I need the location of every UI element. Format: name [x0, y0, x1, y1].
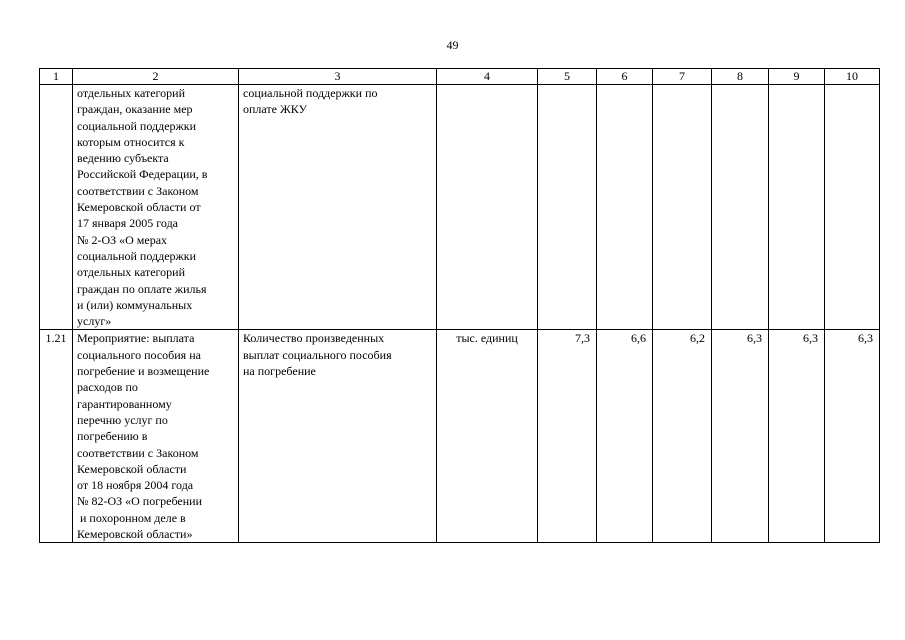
name-line: Кемеровской области	[77, 461, 187, 476]
column-header: 5	[538, 69, 597, 85]
column-header: 10	[825, 69, 880, 85]
page-number: 49	[446, 38, 459, 52]
indicator-line: на погребение	[243, 364, 316, 379]
name-line: от 18 ноября 2004 года	[77, 478, 194, 493]
value-cell: 6,3	[712, 330, 769, 543]
column-header: 7	[653, 69, 712, 85]
table-header-row	[40, 69, 880, 85]
name-cell	[73, 85, 239, 330]
name-line: граждан, оказание мер	[77, 102, 193, 117]
value-cell: 6,3	[769, 330, 825, 543]
column-header: 3	[239, 69, 437, 85]
name-line: и (или) коммунальных	[77, 297, 193, 312]
name-line: соответствии с Законом	[77, 445, 199, 460]
indicator-line: Количество произведенных	[243, 331, 385, 346]
value-cell: 6,6	[597, 330, 653, 543]
indicator-cell	[239, 330, 437, 543]
name-line: № 2-ОЗ «О мерах	[77, 232, 168, 247]
name-line: социальной поддержки	[77, 248, 197, 263]
value-cell	[653, 85, 712, 330]
name-line: 17 января 2005 года	[77, 216, 179, 231]
column-header: 8	[712, 69, 769, 85]
column-header: 2	[73, 69, 239, 85]
name-line: Кемеровской области»	[77, 527, 193, 542]
name-line: ведению субъекта	[77, 151, 169, 166]
column-header: 1	[40, 69, 73, 85]
value-cell	[769, 85, 825, 330]
unit-cell	[437, 85, 538, 330]
data-table	[39, 68, 880, 543]
name-line: соответствии с Законом	[77, 183, 199, 198]
name-line: гарантированному	[77, 396, 172, 411]
column-header: 4	[437, 69, 538, 85]
name-line: отдельных категорий	[77, 265, 186, 280]
name-cell	[73, 330, 239, 543]
value-cell	[712, 85, 769, 330]
name-line: № 82-ОЗ «О погребении	[77, 494, 202, 509]
name-line: перечню услуг по	[77, 412, 168, 427]
name-line: Российской Федерации, в	[77, 167, 208, 182]
value-cell: 6,2	[653, 330, 712, 543]
name-line: граждан по оплате жилья	[77, 281, 207, 296]
column-header: 6	[597, 69, 653, 85]
table-row	[40, 85, 880, 330]
name-line: и похоронном деле в	[77, 510, 186, 525]
column-header: 9	[769, 69, 825, 85]
row-number-cell: 1.21	[40, 330, 73, 543]
table-row	[40, 330, 880, 543]
indicator-line: выплат социального пособия	[243, 347, 392, 362]
name-line: услуг»	[77, 314, 112, 329]
value-cell	[597, 85, 653, 330]
value-cell: 7,3	[538, 330, 597, 543]
indicator-line: оплате ЖКУ	[243, 102, 308, 117]
unit-cell: тыс. единиц	[437, 330, 538, 543]
value-cell: 6,3	[825, 330, 880, 543]
name-line: которым относится к	[77, 134, 185, 149]
row-number-cell	[40, 85, 73, 330]
name-line: социального пособия на	[77, 347, 201, 362]
name-line: погребение и возмещение	[77, 364, 210, 379]
name-line: Кемеровской области от	[77, 200, 201, 215]
name-line: социальной поддержки	[77, 118, 197, 133]
value-cell	[825, 85, 880, 330]
indicator-cell	[239, 85, 437, 330]
indicator-line: социальной поддержки по	[243, 86, 378, 100]
name-line: отдельных категорий	[77, 86, 186, 100]
value-cell	[538, 85, 597, 330]
name-line: погребению в	[77, 429, 148, 444]
name-line: расходов по	[77, 380, 138, 395]
name-line: Мероприятие: выплата	[77, 331, 195, 346]
